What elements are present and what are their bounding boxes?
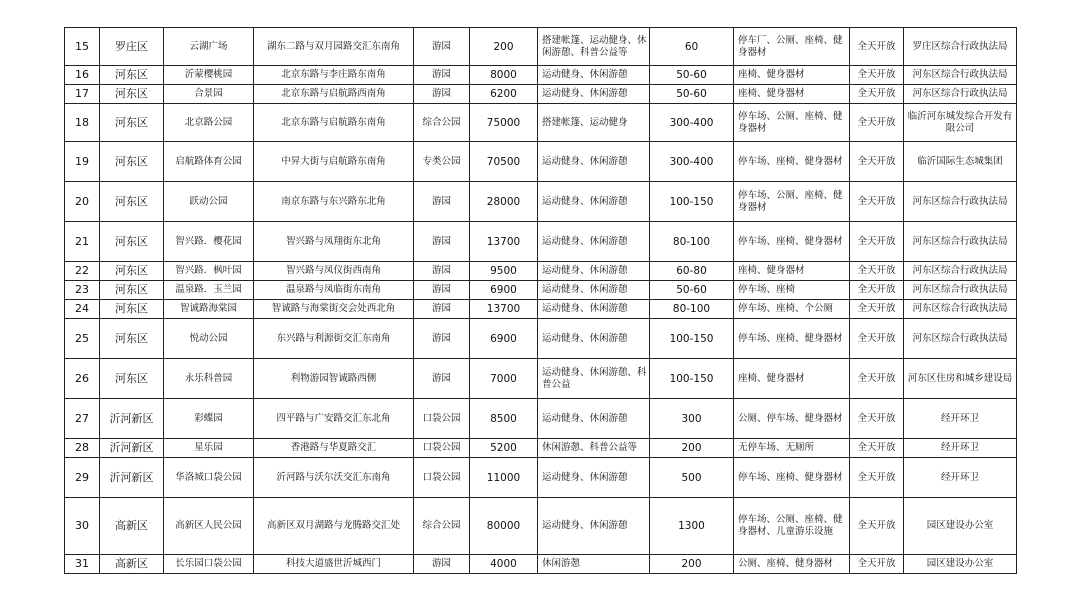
management-unit-cell: 河东区综合行政执法局 [904,262,1017,281]
management-unit-cell: 河东区综合行政执法局 [904,281,1017,300]
table-row [65,142,1017,182]
area-cell: 70500 [470,142,538,182]
row-number-cell: 20 [65,182,100,222]
opening-hours-cell: 全天开放 [850,104,904,142]
capacity-cell: 50-60 [650,281,734,300]
area-cell: 28000 [470,182,538,222]
management-unit-cell: 临沂河东城发综合开发有限公司 [904,104,1017,142]
district-cell: 河东区 [100,182,164,222]
opening-hours-cell: 全天开放 [850,28,904,66]
capacity-cell: 300-400 [650,104,734,142]
table-row [65,281,1017,300]
district-cell: 河东区 [100,359,164,399]
park-name-cell: 北京路公园 [164,104,254,142]
table-row [65,399,1017,439]
capacity-cell: 500 [650,458,734,498]
facilities-cell: 运动健身、休闲游憩 [538,222,650,262]
area-cell: 8000 [470,66,538,85]
opening-hours-cell: 全天开放 [850,281,904,300]
park-name-cell: 悦动公园 [164,319,254,359]
location-cell: 东兴路与利源街交汇东南角 [254,319,414,359]
table-row [65,66,1017,85]
table-row [65,85,1017,104]
amenities-cell: 停车场、座椅、健身器材 [734,458,850,498]
amenities-cell: 座椅、健身器材 [734,85,850,104]
area-cell: 6900 [470,281,538,300]
opening-hours-cell: 全天开放 [850,399,904,439]
capacity-cell: 100-150 [650,359,734,399]
management-unit-cell: 经开环卫 [904,399,1017,439]
row-number-cell: 28 [65,439,100,458]
row-number-cell: 30 [65,498,100,555]
management-unit-cell: 经开环卫 [904,439,1017,458]
facilities-cell: 运动健身、休闲游憩 [538,85,650,104]
opening-hours-cell: 全天开放 [850,262,904,281]
facilities-cell: 运动健身、休闲游憩 [538,66,650,85]
row-number-cell: 18 [65,104,100,142]
amenities-cell: 停车场、座椅、健身器材 [734,222,850,262]
park-type-cell: 游园 [414,28,470,66]
row-number-cell: 19 [65,142,100,182]
management-unit-cell: 河东区住房和城乡建设局 [904,359,1017,399]
row-number-cell: 23 [65,281,100,300]
location-cell: 沂河路与沃尔沃交汇东南角 [254,458,414,498]
row-number-cell: 26 [65,359,100,399]
park-name-cell: 长乐园口袋公园 [164,555,254,574]
table-row [65,262,1017,281]
location-cell: 高新区双月湖路与龙腾路交汇处 [254,498,414,555]
facilities-cell: 休闲游憩、科普公益等 [538,439,650,458]
table-row [65,319,1017,359]
location-cell: 四平路与广安路交汇东北角 [254,399,414,439]
opening-hours-cell: 全天开放 [850,85,904,104]
district-cell: 高新区 [100,498,164,555]
management-unit-cell: 临沂国际生态城集团 [904,142,1017,182]
location-cell: 温泉路与凤临街东南角 [254,281,414,300]
capacity-cell: 80-100 [650,300,734,319]
district-cell: 沂河新区 [100,458,164,498]
facilities-cell: 运动健身、休闲游憩 [538,300,650,319]
management-unit-cell: 河东区综合行政执法局 [904,222,1017,262]
park-type-cell: 综合公园 [414,498,470,555]
row-number-cell: 22 [65,262,100,281]
area-cell: 6900 [470,319,538,359]
area-cell: 80000 [470,498,538,555]
row-number-cell: 15 [65,28,100,66]
facilities-cell: 运动健身、休闲游憩 [538,182,650,222]
amenities-cell: 停车厂、公厕、座椅、健身器材 [734,28,850,66]
district-cell: 河东区 [100,300,164,319]
table-row [65,439,1017,458]
park-type-cell: 游园 [414,222,470,262]
district-cell: 高新区 [100,555,164,574]
amenities-cell: 座椅、健身器材 [734,359,850,399]
park-type-cell: 游园 [414,85,470,104]
amenities-cell: 停车场、座椅、个公厕 [734,300,850,319]
location-cell: 科技大道盛世沂城西门 [254,555,414,574]
location-cell: 北京东路与启航路西南角 [254,85,414,104]
park-table [64,27,1017,574]
park-name-cell: 智兴路．樱花园 [164,222,254,262]
facilities-cell: 运动健身、休闲游憩 [538,262,650,281]
park-name-cell: 永乐科普园 [164,359,254,399]
area-cell: 11000 [470,458,538,498]
table-row [65,222,1017,262]
facilities-cell: 运动健身、休闲游憩 [538,281,650,300]
amenities-cell: 停车场、座椅、健身器材 [734,319,850,359]
district-cell: 河东区 [100,262,164,281]
facilities-cell: 运动健身、休闲游憩 [538,319,650,359]
row-number-cell: 17 [65,85,100,104]
amenities-cell: 座椅、健身器材 [734,66,850,85]
management-unit-cell: 园区建设办公室 [904,555,1017,574]
opening-hours-cell: 全天开放 [850,359,904,399]
capacity-cell: 300 [650,399,734,439]
capacity-cell: 100-150 [650,182,734,222]
park-name-cell: 启航路体育公园 [164,142,254,182]
management-unit-cell: 河东区综合行政执法局 [904,300,1017,319]
amenities-cell: 公厕、座椅、健身器材 [734,555,850,574]
area-cell: 5200 [470,439,538,458]
park-name-cell: 跃动公园 [164,182,254,222]
opening-hours-cell: 全天开放 [850,66,904,85]
opening-hours-cell: 全天开放 [850,182,904,222]
facilities-cell: 休闲游憩 [538,555,650,574]
row-number-cell: 21 [65,222,100,262]
opening-hours-cell: 全天开放 [850,498,904,555]
facilities-cell: 搭建帐篷、运动健身 [538,104,650,142]
district-cell: 河东区 [100,319,164,359]
capacity-cell: 200 [650,555,734,574]
capacity-cell: 50-60 [650,85,734,104]
park-name-cell: 星乐园 [164,439,254,458]
park-name-cell: 智诚路海棠园 [164,300,254,319]
opening-hours-cell: 全天开放 [850,319,904,359]
amenities-cell: 无停车场、无厕所 [734,439,850,458]
location-cell: 智兴路与凤翔街东北角 [254,222,414,262]
area-cell: 9500 [470,262,538,281]
location-cell: 北京东路与启航路东南角 [254,104,414,142]
capacity-cell: 50-60 [650,66,734,85]
table-row [65,300,1017,319]
park-name-cell: 彩蝶园 [164,399,254,439]
opening-hours-cell: 全天开放 [850,439,904,458]
park-name-cell: 合景园 [164,85,254,104]
location-cell: 智兴路与凤仪街西南角 [254,262,414,281]
table-body [65,28,1017,574]
district-cell: 沂河新区 [100,439,164,458]
table-row [65,498,1017,555]
area-cell: 7000 [470,359,538,399]
opening-hours-cell: 全天开放 [850,555,904,574]
area-cell: 75000 [470,104,538,142]
row-number-cell: 16 [65,66,100,85]
management-unit-cell: 经开环卫 [904,458,1017,498]
area-cell: 13700 [470,300,538,319]
opening-hours-cell: 全天开放 [850,222,904,262]
facilities-cell: 搭建帐篷、运动健身、休闲游憩、科普公益等 [538,28,650,66]
park-name-cell: 智兴路．枫叶园 [164,262,254,281]
row-number-cell: 25 [65,319,100,359]
opening-hours-cell: 全天开放 [850,142,904,182]
facilities-cell: 运动健身、休闲游憩 [538,142,650,182]
row-number-cell: 29 [65,458,100,498]
park-type-cell: 游园 [414,262,470,281]
capacity-cell: 60-80 [650,262,734,281]
capacity-cell: 60 [650,28,734,66]
facilities-cell: 运动健身、休闲游憩 [538,458,650,498]
park-type-cell: 口袋公园 [414,458,470,498]
location-cell: 智诚路与海棠街交会处西北角 [254,300,414,319]
district-cell: 沂河新区 [100,399,164,439]
park-type-cell: 游园 [414,300,470,319]
capacity-cell: 80-100 [650,222,734,262]
amenities-cell: 停车场、公厕、座椅、健身器材、儿童游乐设施 [734,498,850,555]
park-name-cell: 温泉路．玉兰园 [164,281,254,300]
location-cell: 中昇大街与启航路东南角 [254,142,414,182]
amenities-cell: 停车场、公厕、座椅、健身器材 [734,182,850,222]
park-type-cell: 口袋公园 [414,399,470,439]
capacity-cell: 300-400 [650,142,734,182]
park-type-cell: 游园 [414,359,470,399]
amenities-cell: 停车场、座椅 [734,281,850,300]
row-number-cell: 31 [65,555,100,574]
management-unit-cell: 河东区综合行政执法局 [904,66,1017,85]
table-row [65,458,1017,498]
park-type-cell: 游园 [414,281,470,300]
location-cell: 南京东路与东兴路东北角 [254,182,414,222]
management-unit-cell: 罗庄区综合行政执法局 [904,28,1017,66]
table-row [65,28,1017,66]
amenities-cell: 停车场、公厕、座椅、健身器材 [734,104,850,142]
area-cell: 6200 [470,85,538,104]
amenities-cell: 座椅、健身器材 [734,262,850,281]
area-cell: 13700 [470,222,538,262]
park-name-cell: 高新区人民公园 [164,498,254,555]
park-type-cell: 游园 [414,182,470,222]
capacity-cell: 100-150 [650,319,734,359]
table-row [65,182,1017,222]
management-unit-cell: 园区建设办公室 [904,498,1017,555]
location-cell: 湖东二路与双月园路交汇东南角 [254,28,414,66]
table-row [65,555,1017,574]
table-row [65,359,1017,399]
amenities-cell: 停车场、座椅、健身器材 [734,142,850,182]
location-cell: 北京东路与李庄路东南角 [254,66,414,85]
row-number-cell: 24 [65,300,100,319]
park-type-cell: 综合公园 [414,104,470,142]
area-cell: 8500 [470,399,538,439]
district-cell: 罗庄区 [100,28,164,66]
opening-hours-cell: 全天开放 [850,300,904,319]
facilities-cell: 运动健身、休闲游憩 [538,399,650,439]
management-unit-cell: 河东区综合行政执法局 [904,182,1017,222]
opening-hours-cell: 全天开放 [850,458,904,498]
management-unit-cell: 河东区综合行政执法局 [904,319,1017,359]
facilities-cell: 运动健身、休闲游憩、科普公益 [538,359,650,399]
park-name-cell: 华洛城口袋公园 [164,458,254,498]
location-cell: 香港路与华夏路交汇 [254,439,414,458]
district-cell: 河东区 [100,66,164,85]
capacity-cell: 1300 [650,498,734,555]
area-cell: 200 [470,28,538,66]
park-type-cell: 专类公园 [414,142,470,182]
park-type-cell: 游园 [414,66,470,85]
location-cell: 利物游园智诚路西侧 [254,359,414,399]
facilities-cell: 运动健身、休闲游憩 [538,498,650,555]
park-type-cell: 游园 [414,555,470,574]
capacity-cell: 200 [650,439,734,458]
district-cell: 河东区 [100,142,164,182]
amenities-cell: 公厕、停车场、健身器材 [734,399,850,439]
management-unit-cell: 河东区综合行政执法局 [904,85,1017,104]
district-cell: 河东区 [100,85,164,104]
park-name-cell: 沂蒙樱桃园 [164,66,254,85]
park-type-cell: 口袋公园 [414,439,470,458]
park-type-cell: 游园 [414,319,470,359]
table-row [65,104,1017,142]
district-cell: 河东区 [100,281,164,300]
park-name-cell: 云湖广场 [164,28,254,66]
row-number-cell: 27 [65,399,100,439]
area-cell: 4000 [470,555,538,574]
district-cell: 河东区 [100,222,164,262]
district-cell: 河东区 [100,104,164,142]
